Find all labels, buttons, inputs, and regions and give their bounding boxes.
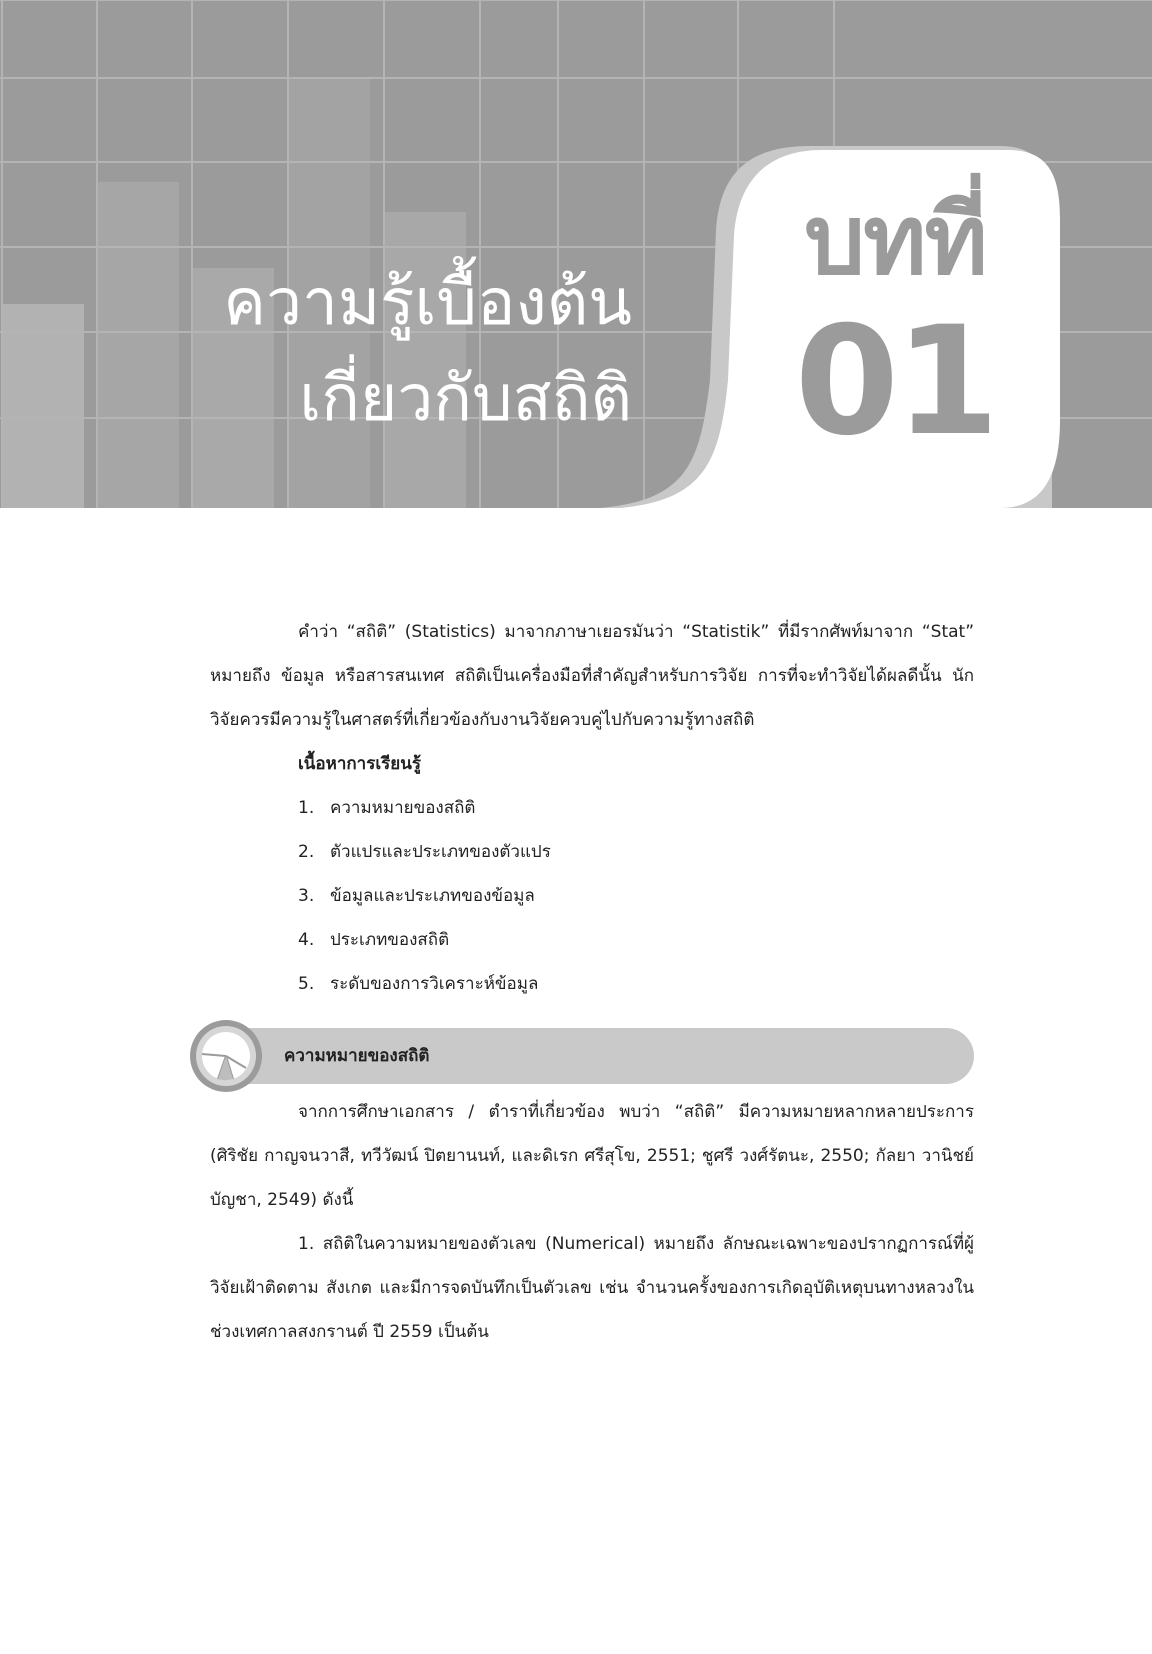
intro-content (210, 610, 974, 1006)
list-item-text: ระดับของการวิเคราะห์ข้อมูล (330, 974, 539, 994)
chapter-title (223, 255, 632, 447)
chapter-header (0, 0, 1152, 508)
pie-chart-icon (188, 1018, 264, 1094)
section-paragraph-2: 1. สถิติในความหมายของตัวเลข (Numerical) หมายถึง ลักษณะเฉพาะของปรากฏการณ์ที่ผู้วิจัยเฝ้าติดตาม สังเกต และมีการจดบันทึกเป็นตัวเลข เช่น จำนวนครั้งของการเกิดอุบัติเหตุบนทางหลวงในช่วงเทศกาลสงกรานต์ ปี 2559 เป็นต้น (210, 1234, 974, 1342)
list-item (298, 874, 974, 918)
list-item-number: 5. (298, 974, 315, 994)
list-item-text: ข้อมูลและประเภทของข้อมูล (330, 886, 535, 906)
section-heading-bar (188, 1018, 974, 1084)
chapter-title-line2: เกี่ยวกับสถิติ (299, 362, 632, 436)
intro-paragraph: คำว่า “สถิติ” (Statistics) มาจากภาษาเยอรมันว่า “Statistik” ที่มีรากศัพท์มาจาก “Stat” หมายถึง ข้อมูล หรือสารสนเทศ สถิติเป็นเครื่องมือที่สำคัญสำหรับการวิจัย การที่จะทำวิจัยได้ผลดีนั้น นักวิจัยควรมีความรู้ในศาสตร์ที่เกี่ยวข้องกับงานวิจัยควบคู่ไปกับความรู้ทางสถิติ (210, 622, 974, 730)
chapter-badge-word: บทที่ (804, 184, 986, 296)
decorative-bar (2, 304, 84, 508)
topics-heading: เนื้อหาการเรียนรู้ (298, 754, 422, 774)
chapter-badge-number: 01 (794, 295, 996, 469)
topics-list (210, 786, 974, 1006)
list-item-text: ตัวแปรและประเภทของตัวแปร (330, 842, 551, 862)
list-item-text: ความหมายของสถิติ (330, 798, 476, 818)
list-item (298, 786, 974, 830)
list-item-text: ประเภทของสถิติ (330, 930, 450, 950)
section-heading: ความหมายของสถิติ (284, 1046, 430, 1066)
list-item-number: 4. (298, 930, 315, 950)
section-content (210, 1090, 974, 1354)
list-item-number: 3. (298, 886, 315, 906)
chapter-title-line1: ความรู้เบื้องต้น (223, 266, 632, 340)
list-item-number: 1. (298, 798, 315, 818)
list-item (298, 830, 974, 874)
section-paragraph-1: จากการศึกษาเอกสาร / ตำราที่เกี่ยวข้อง พบว่า “สถิติ” มีความหมายหลากหลายประการ (ศิริชัย กาญจนวาสี, ทวีวัฒน์ ปิตยานนท์, และดิเรก ศรีสุโข, 2551; ชูศรี วงศ์รัตนะ, 2550; กัลยา วานิชย์บัญชา, 2549) ดังนี้ (210, 1102, 974, 1210)
list-item (298, 962, 974, 1006)
decorative-bar (97, 182, 179, 508)
list-item (298, 918, 974, 962)
list-item-number: 2. (298, 842, 315, 862)
